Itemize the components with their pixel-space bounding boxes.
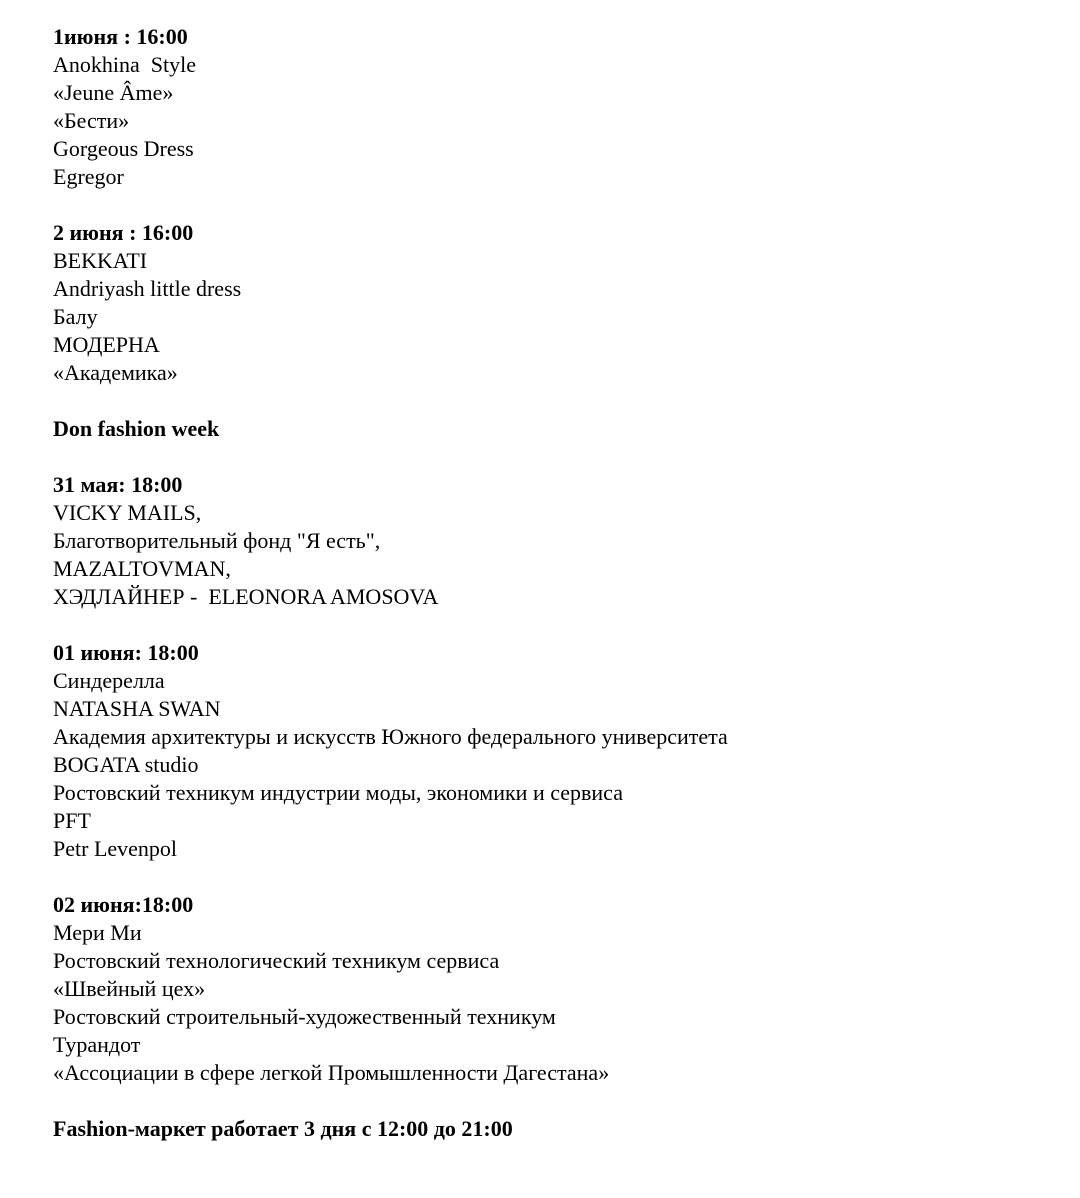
event-block xyxy=(53,415,1040,443)
event-participant-line: Egregor xyxy=(53,164,124,189)
event-participant-line: Балу xyxy=(53,304,98,329)
event-participant-line: Ростовский техникум индустрии моды, экономики и сервиса xyxy=(53,780,623,805)
event-date-heading: Don fashion week xyxy=(53,416,220,441)
event-participant-line: BEKKATI xyxy=(53,248,148,273)
event-block xyxy=(53,639,1040,863)
event-participant-line: Petr Levenpol xyxy=(53,836,178,861)
event-participant-line: PFT xyxy=(53,808,91,833)
event-date-heading: 2 июня : 16:00 xyxy=(53,220,194,245)
event-block xyxy=(53,23,1040,191)
event-participant-line: ХЭДЛАЙНЕР - ELEONORA AMOSOVA xyxy=(53,584,439,609)
event-participant-line: «Академика» xyxy=(53,360,178,385)
event-participant-line: VICKY MAILS, xyxy=(53,500,202,525)
event-date-heading: 1июня : 16:00 xyxy=(53,24,188,49)
event-participant-line: МОДЕРНА xyxy=(53,332,160,357)
event-participant-line: MAZALTOVMAN, xyxy=(53,556,231,581)
event-participant-line: Ростовский строительный-художественный техникум xyxy=(53,1004,556,1029)
event-participant-line: Anokhina Style xyxy=(53,52,196,77)
event-date-heading: Fashion-маркет работает 3 дня с 12:00 до 21:00 xyxy=(53,1116,513,1141)
event-participant-line: «Швейный цех» xyxy=(53,976,206,1001)
event-participant-line: Ростовский технологический техникум сервиса xyxy=(53,948,500,973)
event-date-heading: 31 мая: 18:00 xyxy=(53,472,183,497)
event-participant-line: Академия архитектуры и искусств Южного федерального университета xyxy=(53,724,728,749)
event-participant-line: Andriyash little dress xyxy=(53,276,242,301)
event-block xyxy=(53,1115,1040,1143)
event-participant-line: BOGATA studio xyxy=(53,752,199,777)
event-participant-line: «Бести» xyxy=(53,108,130,133)
event-block xyxy=(53,219,1040,387)
event-participant-line: «Ассоциации в сфере легкой Промышленности Дагестана» xyxy=(53,1060,610,1085)
event-participant-line: Мери Ми xyxy=(53,920,142,945)
event-participant-line: NATASHA SWAN xyxy=(53,696,221,721)
event-participant-line: «Jeune Âme» xyxy=(53,80,174,105)
event-participant-line: Турандот xyxy=(53,1032,141,1057)
event-participant-line: Благотворительный фонд "Я есть", xyxy=(53,528,381,553)
event-date-heading: 02 июня:18:00 xyxy=(53,892,194,917)
event-block xyxy=(53,471,1040,611)
event-participant-line: Синдерелла xyxy=(53,668,165,693)
event-date-heading: 01 июня: 18:00 xyxy=(53,640,199,665)
event-participant-line: Gorgeous Dress xyxy=(53,136,194,161)
event-block xyxy=(53,891,1040,1087)
